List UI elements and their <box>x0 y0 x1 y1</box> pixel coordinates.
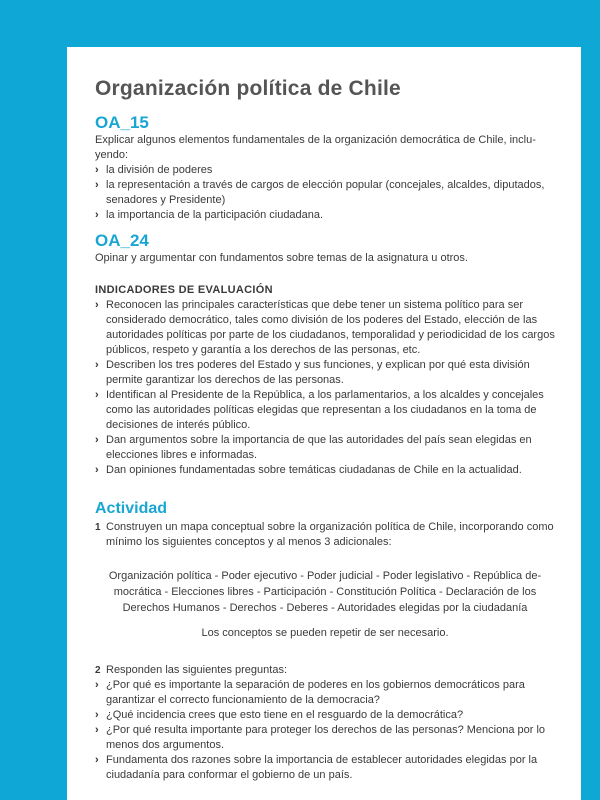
chevron-right-icon: › <box>95 679 99 691</box>
chevron-right-icon: › <box>95 299 99 311</box>
indicators-list <box>95 298 555 478</box>
concepts-note: Los conceptos se pueden repetir de ser necesario. <box>201 627 449 639</box>
list-item: › ¿Por qué es importante la separación de poderes en los gobiernos democráticos para garantizar el correcto funcionamiento de la democracia? <box>95 679 525 706</box>
oa15-list <box>95 163 555 223</box>
chevron-right-icon: › <box>95 209 99 221</box>
chevron-right-icon: › <box>95 709 99 721</box>
chevron-right-icon: › <box>95 434 99 446</box>
list-item: › la representación a través de cargos de elección popular (concejales, alcaldes, diputados, senadores y Presidente) <box>95 179 545 206</box>
list-item: › ¿Por qué resulta importante para proteger los derechos de las personas? Menciona por lo menos dos argumentos. <box>95 724 546 751</box>
list-item: › Dan opiniones fundamentadas sobre temáticas ciudadanas de Chile en la actualidad. <box>95 464 522 476</box>
document-page <box>67 47 581 800</box>
chevron-right-icon: › <box>95 724 99 736</box>
activity-number: 1 <box>95 522 101 533</box>
concepts-list: Organización política - Poder ejecutivo - Poder judicial - Poder legislativo - República de-mocrática - Elecciones libres - Participación - Constitución Política - Declaración de los Derechos Humanos - Derechos - Deberes - Autoridades elegidas por la ciudadanía <box>108 570 542 614</box>
document-content <box>95 77 555 783</box>
list-item: › Identifican al Presidente de la República, a los parlamentarios, a los alcaldes y concejales como las autoridades políticas elegidas que representan a los ciudadanos en la toma de decisiones de interés público. <box>95 389 544 431</box>
chevron-right-icon: › <box>95 359 99 371</box>
list-item: › Fundamenta dos razones sobre la importancia de establecer autoridades elegidas por la ciudadanía para conformar el gobierno de un país. <box>95 754 538 781</box>
list-item: › Reconocen las principales características que debe tener un sistema político para ser considerado democrático, tales como división de los poderes del Estado, elección de las autoridades políticas por parte de los ciudadanos, temporalidad y periodicidad de los cargos públicos, respeto y garantía a los derechos de las personas, etc. <box>95 299 555 356</box>
list-item: › Dan argumentos sobre la importancia de que las autoridades del país sean elegidas en elecciones libres e informadas. <box>95 434 532 461</box>
list-item: › la división de poderes <box>95 164 213 176</box>
chevron-right-icon: › <box>95 164 99 176</box>
chevron-right-icon: › <box>95 179 99 191</box>
activity-title: Actividad <box>95 500 168 517</box>
chevron-right-icon: › <box>95 754 99 766</box>
page-title: Organización política de Chile <box>95 77 401 100</box>
list-item: › la importancia de la participación ciudadana. <box>95 209 324 221</box>
indicators-heading: INDICADORES DE EVALUACIÓN <box>95 284 273 296</box>
activity-text: Responden las siguientes preguntas: <box>106 664 288 676</box>
questions-list <box>95 678 555 783</box>
activity-text: Construyen un mapa conceptual sobre la organización política de Chile, incorporando como mínimo los siguientes conceptos y al menos 3 adicionales: <box>106 521 554 548</box>
activity-item-2 <box>95 663 555 678</box>
chevron-right-icon: › <box>95 464 99 476</box>
activity-item-1 <box>95 520 555 550</box>
oa15-code: OA_15 <box>95 113 149 132</box>
oa24-code: OA_24 <box>95 231 149 250</box>
list-item: › ¿Qué incidencia crees que esto tiene en el resguardo de la democrática? <box>95 709 464 721</box>
activity-number: 2 <box>95 665 101 676</box>
chevron-right-icon: › <box>95 389 99 401</box>
list-item: › Describen los tres poderes del Estado y sus funciones, y explican por qué esta división permite garantizar los derechos de las personas. <box>95 359 530 386</box>
oa15-description: Explicar algunos elementos fundamentales de la organización democrática de Chile, inclu-yendo: <box>95 134 536 161</box>
oa24-description: Opinar y argumentar con fundamentos sobre temas de la asignatura u otros. <box>95 252 468 264</box>
